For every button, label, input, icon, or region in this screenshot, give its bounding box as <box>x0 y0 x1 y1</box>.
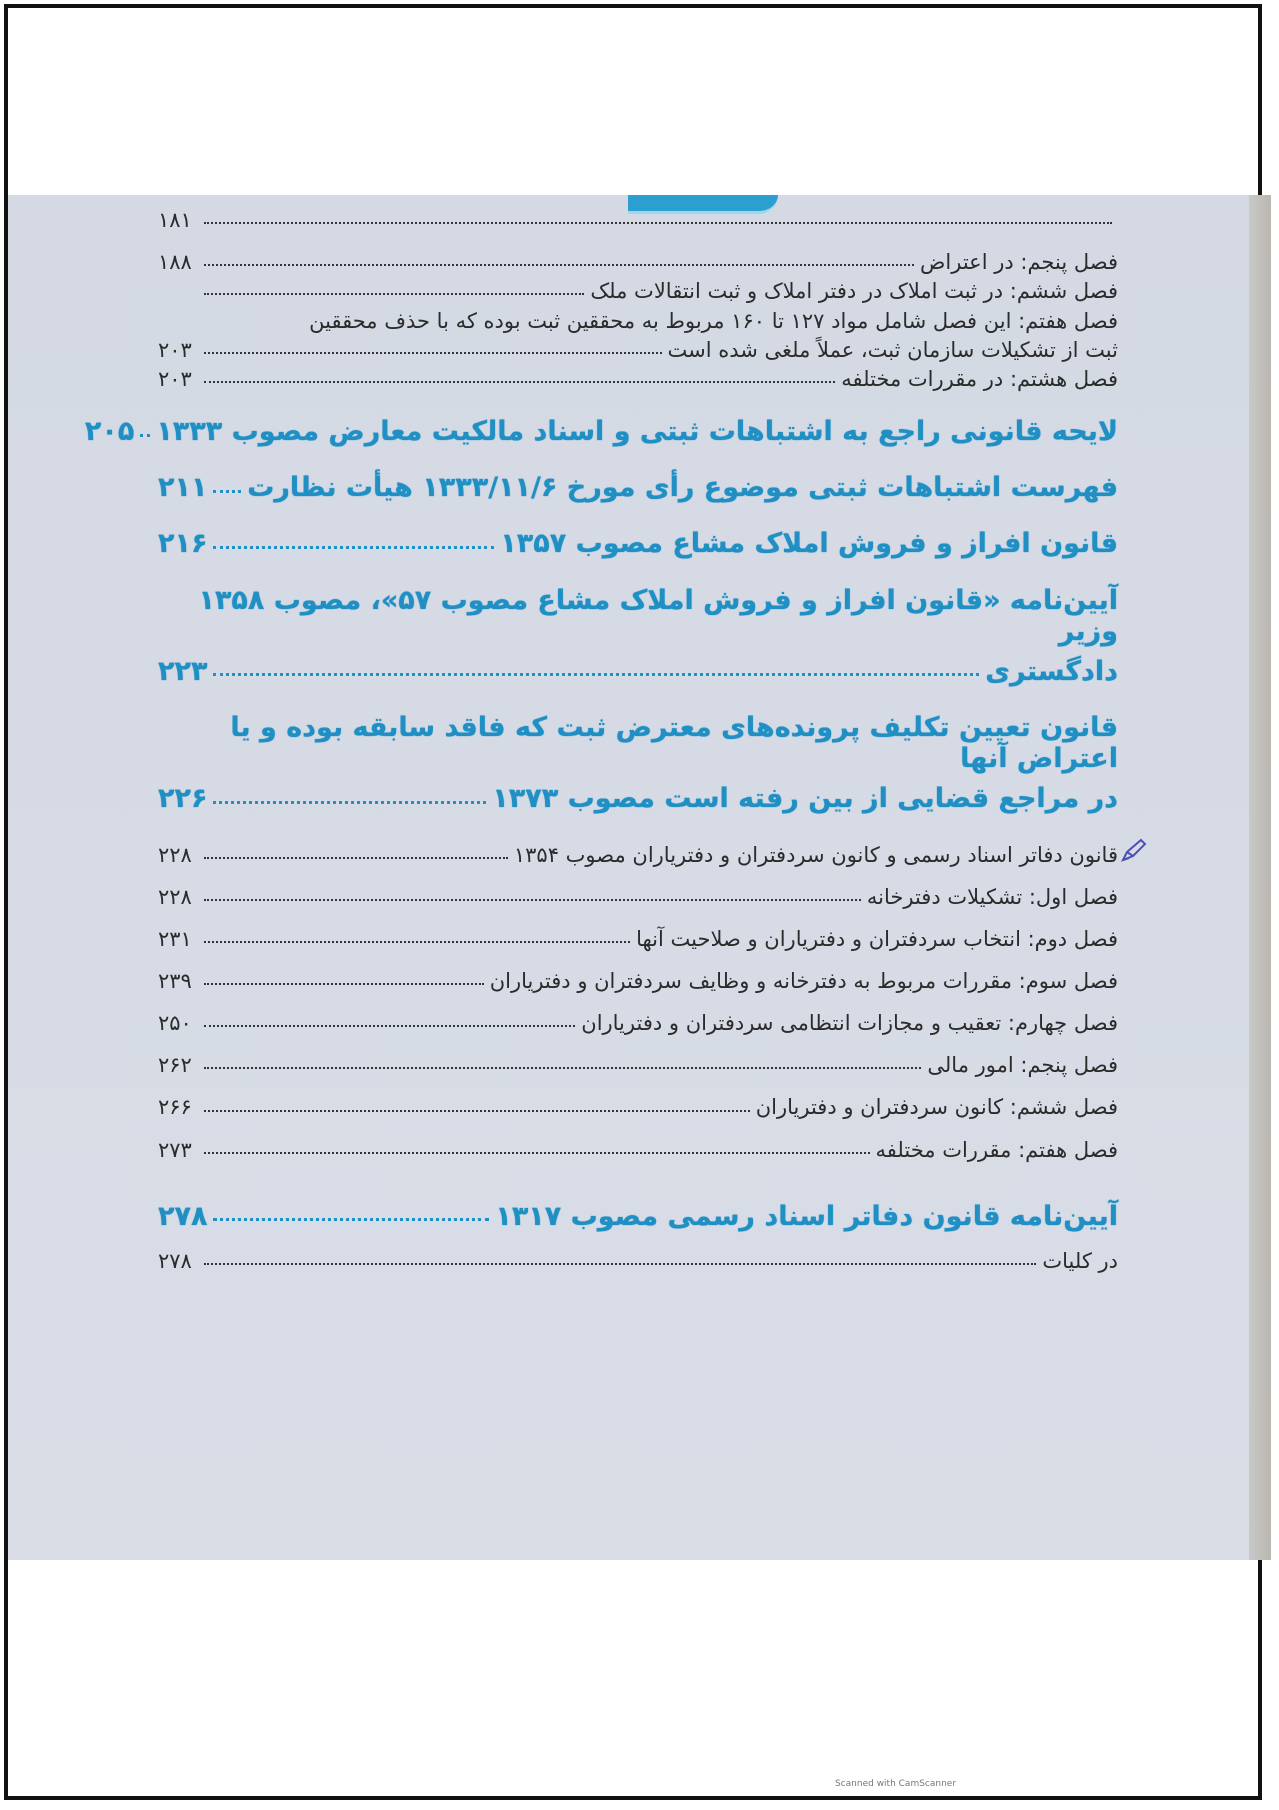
toc-title: قانون افراز و فروش املاک مشاع مصوب ۱۳۵۷ <box>500 527 1118 559</box>
toc-leader <box>204 381 835 383</box>
pen-icon <box>1121 838 1147 864</box>
toc-leader <box>213 490 241 493</box>
toc-title: فصل سوم: مقررات مربوط به دفترخانه و وظایف سردفتران و دفتریاران <box>489 969 1118 994</box>
toc-leader <box>213 1218 489 1221</box>
toc-page-number: ۲۷۸ <box>158 1249 192 1274</box>
toc-entry <box>158 1139 1118 1162</box>
toc-leader <box>204 857 508 859</box>
toc-page-number: ۲۰۳ <box>158 367 192 392</box>
toc-entry <box>158 1054 1118 1077</box>
toc-leader <box>213 801 486 804</box>
toc-leader <box>204 222 1112 224</box>
toc-entry <box>158 368 1118 391</box>
toc-entry <box>158 928 1118 951</box>
toc-title: در کلیات <box>1042 1249 1118 1274</box>
toc-title: فصل پنجم: در اعتراض <box>920 250 1118 275</box>
toc-page-number: ۲۶۶ <box>158 1095 192 1120</box>
toc-leader <box>204 1025 575 1027</box>
toc-entry <box>158 1096 1118 1119</box>
toc-entry-major <box>158 784 1118 814</box>
toc-entry-major <box>158 1202 1118 1232</box>
toc-leader <box>213 673 979 676</box>
toc-page-number: ۲۰۳ <box>158 338 192 363</box>
page-edge <box>1249 195 1271 1560</box>
toc-title: ثبت از تشکیلات سازمان ثبت، عملاً ملغی شده است <box>667 338 1118 363</box>
toc-entry <box>158 251 1118 274</box>
toc-entry <box>158 280 1118 303</box>
toc-leader <box>140 434 150 437</box>
toc-title: فصل دوم: انتخاب سردفتران و دفتریاران و صلاحیت آنها <box>636 927 1118 952</box>
toc-title: فصل هشتم: در مقررات مختلفه <box>841 367 1118 392</box>
toc-entry <box>158 1012 1118 1035</box>
toc-title: فصل پنجم: امور مالی <box>927 1053 1118 1078</box>
toc-title-line: قانون تعیین تکلیف پرونده‌های معترض ثبت که فاقد سابقه بوده و یا اعتراض آنها <box>230 712 1118 775</box>
toc-page-number: ۲۲۸ <box>158 842 192 867</box>
toc-page-number: ۲۵۰ <box>158 1011 192 1036</box>
toc-page-number: ۲۲۶ <box>158 783 208 815</box>
toc-title: فصل ششم: در ثبت املاک در دفتر املاک و ثبت انتقالات ملک <box>590 279 1118 304</box>
toc-page-number: ۲۰۵ <box>84 416 135 448</box>
toc-entry <box>158 339 1118 362</box>
toc-entry <box>158 886 1118 909</box>
toc-page-number: ۲۳۹ <box>158 969 192 994</box>
toc-leader <box>204 899 861 901</box>
scanned-page <box>8 195 1271 1560</box>
toc-leader <box>204 1110 750 1112</box>
toc-leader <box>204 352 662 354</box>
toc-page-number: ۲۷۸ <box>158 1200 208 1232</box>
toc-title: فصل اول: تشکیلات دفترخانه <box>866 885 1118 909</box>
toc-entry-major <box>158 473 1118 503</box>
toc-leader <box>204 264 914 266</box>
toc-title: لایحه قانونی راجع به اشتباهات ثبتی و اسناد مالکیت معارض مصوب ۱۳۳۳ <box>156 416 1118 448</box>
toc-entry <box>158 970 1118 993</box>
toc-entry-major <box>84 416 1118 448</box>
toc-title: دادگستری <box>985 655 1118 687</box>
toc-page-number: ۲۱۶ <box>158 527 208 559</box>
toc-page-number: ۱۸۸ <box>158 250 192 275</box>
toc-leader <box>204 293 584 295</box>
table-of-contents <box>84 203 1118 1274</box>
toc-entry-major <box>158 657 1118 687</box>
toc-title: فصل چهارم: تعقیب و مجازات انتظامی سردفتران و دفتریاران <box>581 1011 1118 1036</box>
toc-page-number: ۲۳۱ <box>158 927 192 952</box>
toc-title: فصل ششم: کانون سردفتران و دفتریاران <box>755 1095 1118 1120</box>
toc-title: فصل هفتم: مقررات مختلفه <box>875 1137 1118 1162</box>
toc-page-number: ۲۲۳ <box>158 655 208 687</box>
toc-entry <box>158 1250 1118 1273</box>
toc-entry-major <box>158 529 1118 559</box>
toc-page-number: ۲۷۳ <box>158 1137 192 1162</box>
toc-title-line: آیین‌نامه «قانون افراز و فروش املاک مشاع مصوب ۵۷»، مصوب ۱۳۵۸ وزیر <box>198 584 1118 647</box>
toc-entry <box>158 844 1118 867</box>
toc-page-number: ۲۱۱ <box>158 472 208 504</box>
toc-title-line: فصل هفتم: این فصل شامل مواد ۱۲۷ تا ۱۶۰ مربوط به محققین ثبت بوده که با حذف محققین <box>309 309 1118 334</box>
toc-leader <box>213 546 494 549</box>
toc-page-number: ۲۲۸ <box>158 885 192 909</box>
toc-page-number: ۱۸۱ <box>158 208 192 232</box>
toc-title: قانون دفاتر اسناد رسمی و کانون سردفتران و دفتریاران مصوب ۱۳۵۴ <box>513 842 1118 867</box>
toc-title: آیین‌نامه قانون دفاتر اسناد رسمی مصوب ۱۳۱۷ <box>495 1200 1118 1232</box>
toc-leader <box>204 1152 870 1154</box>
toc-title: در مراجع قضایی از بین رفته است مصوب ۱۳۷۳ <box>492 783 1118 815</box>
toc-leader <box>204 983 484 985</box>
toc-title: فهرست اشتباهات ثبتی موضوع رأی مورخ ۱۳۳۳/۱۱/۶ هیأت نظارت <box>247 472 1118 504</box>
scanner-footer: Scanned with CamScanner <box>835 1779 957 1789</box>
toc-page-number: ۲۶۲ <box>158 1053 192 1078</box>
toc-leader <box>204 1067 921 1069</box>
toc-leader <box>204 941 630 943</box>
toc-leader <box>204 1263 1036 1265</box>
toc-entry <box>158 209 1118 232</box>
